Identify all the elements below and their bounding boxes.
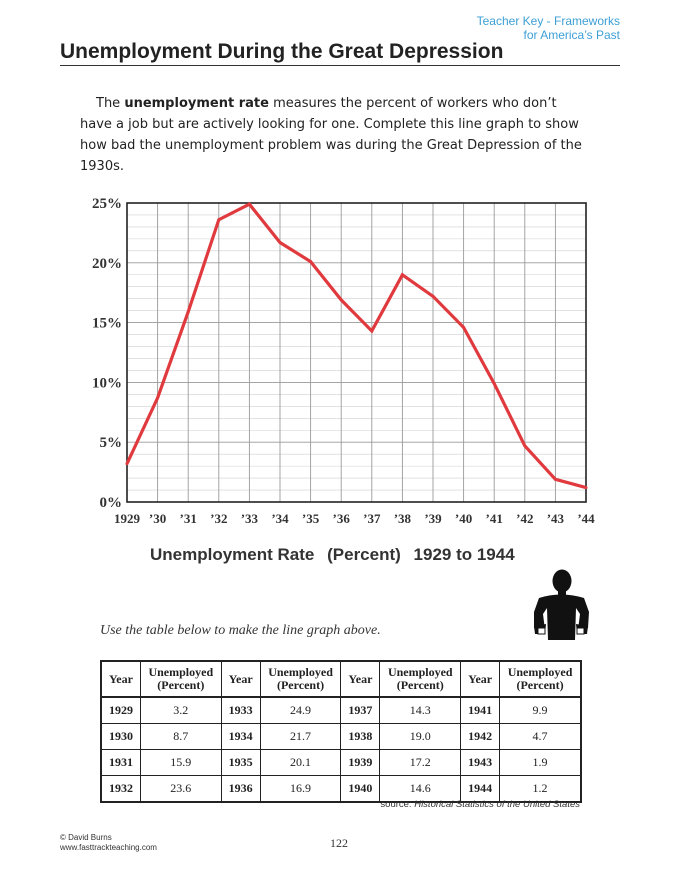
year-cell: 1939 [341,750,380,776]
y-tick-label: 0% [99,495,122,511]
x-tick-label: ’35 [301,511,320,526]
percent-cell: 23.6 [140,776,221,803]
data-point [523,444,526,447]
data-point [462,326,465,329]
x-tick-label: ’33 [240,511,259,526]
percent-cell: 20.1 [260,750,341,776]
source-title: Historical Statistics of the United States [414,799,580,810]
table-instruction: Use the table below to make the line graph above. [100,623,381,638]
percent-cell: 3.2 [140,697,221,724]
year-cell: 1943 [461,750,500,776]
intro-text-start: The [96,96,125,111]
year-cell: 1940 [341,776,380,803]
year-cell: 1941 [461,697,500,724]
col-header-year-1: Year [101,661,140,697]
y-tick-label: 20% [92,255,122,272]
x-tick-label: ’30 [148,511,167,526]
data-point [401,273,404,276]
y-tick-label: 10% [92,375,122,392]
year-cell: 1938 [341,724,380,750]
chart-title-part-2: (Percent) [327,545,401,564]
x-tick-label: ’44 [577,511,595,526]
data-point [432,295,435,298]
data-point [554,478,557,481]
x-tick-label: ’37 [363,511,381,526]
x-tick-label: ’34 [271,511,289,526]
x-tick-label: ’40 [454,511,473,526]
col-header-year-2: Year [221,661,260,697]
teacher-key-line2: for America’s Past [523,28,620,42]
year-cell: 1934 [221,724,260,750]
year-cell: 1929 [101,697,140,724]
intro-bold-term: unemployment rate [124,96,269,111]
year-cell: 1933 [221,697,260,724]
col-header-unemployed-1: Unemployed (Percent) [140,661,221,697]
year-cell: 1942 [461,724,500,750]
year-cell: 1931 [101,750,140,776]
source-citation [380,799,580,810]
data-point [493,382,496,385]
intro-text-rest: measures the percent of workers who don’t have a job but are actively looking for one. Complete this line graph to show how bad the unemployment problem was during the Great Depression of the 1930s. [80,96,582,174]
source-prefix: source: [380,799,415,810]
x-tick-label: ’32 [210,511,228,526]
x-tick-label: ’41 [485,511,503,526]
percent-cell: 9.9 [500,697,581,724]
percent-cell: 19.0 [380,724,461,750]
col-header-year-3: Year [341,661,380,697]
data-point [309,260,312,263]
chart-title [150,545,515,565]
data-point [187,310,190,313]
x-tick-label: ’42 [516,511,534,526]
data-point [217,218,220,221]
table-row [101,724,581,750]
percent-cell: 4.7 [500,724,581,750]
teacher-key-line1: Teacher Key - Frameworks [476,14,620,28]
year-cell: 1935 [221,750,260,776]
page-number: 122 [330,836,348,850]
data-point [279,241,282,244]
data-point [585,486,588,489]
table-row [101,750,581,776]
percent-cell: 16.9 [260,776,341,803]
x-tick-label: ’36 [332,511,350,526]
year-cell: 1932 [101,776,140,803]
page-title: Unemployment During the Great Depression [60,40,504,63]
y-tick-label: 25% [92,196,122,212]
data-point [156,396,159,399]
x-tick-label: ’43 [546,511,565,526]
data-point [340,298,343,301]
col-header-unemployed-4: Unemployed (Percent) [500,661,581,697]
year-cell: 1930 [101,724,140,750]
percent-cell: 17.2 [380,750,461,776]
table-row [101,697,581,724]
worried-man-illustration [526,568,596,640]
year-cell: 1937 [341,697,380,724]
x-tick-label: ’31 [179,511,197,526]
percent-cell: 8.7 [140,724,221,750]
x-tick-label: 1929 [114,511,140,526]
y-tick-label: 5% [99,435,122,452]
chart-title-part-3: 1929 to 1944 [413,545,515,564]
year-cell: 1936 [221,776,260,803]
data-point [370,329,373,332]
col-header-unemployed-3: Unemployed (Percent) [380,661,461,697]
data-point [248,203,251,206]
percent-cell: 21.7 [260,724,341,750]
x-tick-label: ’39 [424,511,442,526]
x-tick-label: ’38 [393,511,412,526]
chart-title-part-1: Unemployment Rate [150,545,315,564]
percent-cell: 1.9 [500,750,581,776]
copyright-text: © David Burns [60,833,112,842]
col-header-unemployed-2: Unemployed (Percent) [260,661,341,697]
percent-cell: 14.3 [380,697,461,724]
percent-cell: 14.6 [380,776,461,803]
plot-area [127,203,586,502]
percent-cell: 15.9 [140,750,221,776]
footer-credits [60,833,157,853]
unemployment-data-table [100,660,582,803]
table-header-row [101,661,581,697]
y-tick-label: 15% [92,315,122,332]
data-point [126,462,129,465]
year-cell: 1944 [461,776,500,803]
percent-cell: 24.9 [260,697,341,724]
col-header-year-4: Year [461,661,500,697]
percent-cell: 1.2 [500,776,581,803]
website-text: www.fasttrackteaching.com [60,843,157,852]
